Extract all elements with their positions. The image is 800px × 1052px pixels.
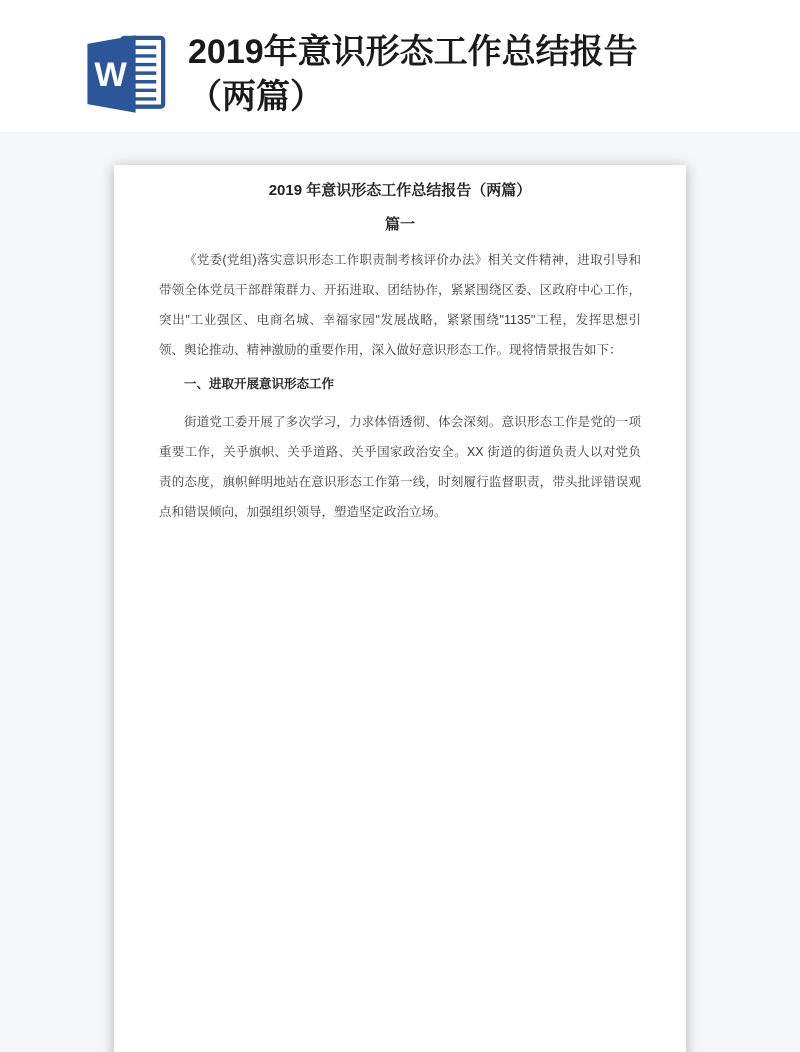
document-page [114, 165, 686, 1052]
document-preview-area [0, 133, 800, 1052]
page-title: 2019年意识形态工作总结报告（两篇） [188, 33, 638, 116]
document-paragraph-1: 《党委(党组)落实意识形态工作职责制考核评价办法》相关文件精神，进取引导和带领全体党员干部群策群力、开拓进取、团结协作，紧紧围绕区委、区政府中心工作，突出"工业强区、电商名城、幸福家园"发展战略，紧紧围绕"1135"工程，发挥思想引领、舆论推动、精神激励的重要作用，深入做好意识形态工作。现将情景报告如下： [159, 253, 641, 357]
document-section-label: 篇一 [384, 216, 415, 233]
header [0, 0, 800, 133]
document-title: 2019 年意识形态工作总结报告（两篇） [268, 182, 532, 199]
word-icon-letter: W [94, 56, 127, 95]
document-paragraph-2: 街道党工委开展了多次学习，力求体悟透彻、体会深刻。意识形态工作是党的一项重要工作，关乎旗帜、关乎道路、关乎国家政治安全。XX 街道的街道负责人以对党负责的态度，旗帜鲜明地站在意识形态工作第一线，时刻履行监督职责，带头批评错误观点和错误倾向，加强组织领导，塑造坚定政治立场。 [159, 415, 641, 519]
document-heading-1: 一、进取开展意识形态工作 [184, 377, 335, 391]
word-file-icon [84, 32, 170, 116]
